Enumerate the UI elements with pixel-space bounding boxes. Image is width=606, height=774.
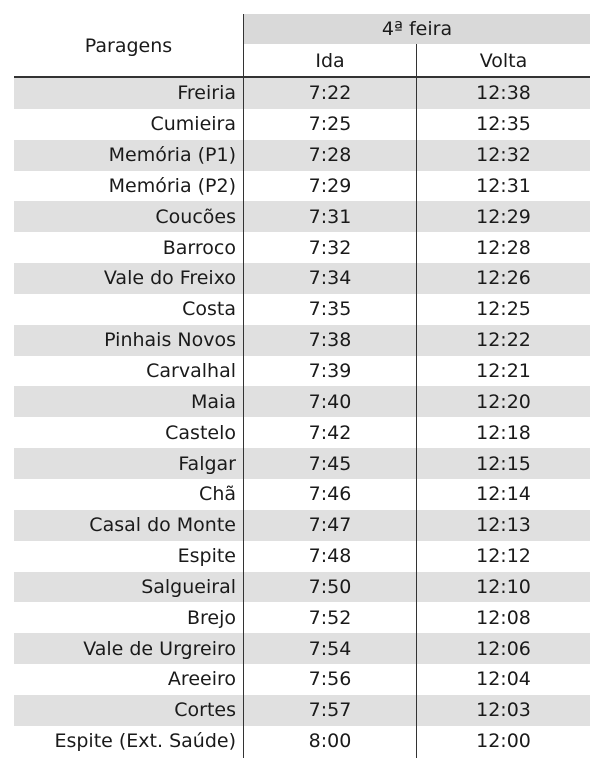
table-row: [14, 171, 590, 202]
header-day: 4ª feira: [244, 14, 590, 44]
return-time: 12:04: [476, 668, 531, 691]
table-row: [14, 386, 590, 417]
return-time: 12:14: [476, 483, 531, 506]
stop-name: Vale do Freixo: [103, 267, 236, 290]
outbound-time: 7:57: [308, 699, 352, 722]
return-time: 12:20: [476, 390, 531, 413]
table-body: [14, 78, 590, 757]
stop-name: Memória (P1): [108, 144, 236, 167]
stop-name: Maia: [191, 390, 236, 413]
outbound-time: 7:39: [308, 360, 352, 383]
return-time: 12:21: [476, 360, 531, 383]
return-time: 12:22: [476, 329, 531, 352]
return-time: 12:15: [476, 452, 531, 475]
table-row: [14, 572, 590, 603]
stop-name: Freiria: [177, 82, 236, 105]
stop-name: Brejo: [186, 606, 236, 629]
stop-name: Castelo: [165, 421, 236, 444]
outbound-time: 7:38: [308, 329, 352, 352]
outbound-time: 8:00: [308, 730, 352, 753]
table-row: [14, 633, 590, 664]
table-row: [14, 510, 590, 541]
table-row: [14, 201, 590, 232]
stop-name: Areeiro: [167, 668, 236, 691]
return-time: 12:26: [476, 267, 531, 290]
table-row: [14, 356, 590, 387]
return-time: 12:31: [476, 174, 531, 197]
table-header: [14, 14, 590, 78]
outbound-time: 7:22: [308, 82, 352, 105]
outbound-time: 7:34: [308, 267, 352, 290]
stop-name: Costa: [182, 298, 236, 321]
column-divider-stops: [243, 14, 244, 758]
table-row: [14, 417, 590, 448]
stop-name: Barroco: [162, 236, 236, 259]
table-row: [14, 695, 590, 726]
stop-name: Espite (Ext. Saúde): [54, 730, 236, 753]
outbound-time: 7:47: [308, 514, 352, 537]
table-row: [14, 726, 590, 757]
column-divider-times: [416, 44, 417, 758]
return-time: 12:08: [476, 606, 531, 629]
stop-name: Pinhais Novos: [104, 329, 236, 352]
outbound-time: 7:52: [308, 606, 352, 629]
return-time: 12:06: [476, 637, 531, 660]
outbound-time: 7:46: [308, 483, 352, 506]
table-row: [14, 263, 590, 294]
outbound-time: 7:56: [308, 668, 352, 691]
return-time: 12:03: [476, 699, 531, 722]
return-time: 12:12: [476, 545, 531, 568]
return-time: 12:00: [476, 730, 531, 753]
outbound-time: 7:40: [308, 390, 352, 413]
stop-name: Casal do Monte: [89, 514, 236, 537]
stop-name: Salgueiral: [141, 575, 236, 598]
table-row: [14, 140, 590, 171]
stop-name: Cumieira: [150, 113, 236, 136]
outbound-time: 7:45: [308, 452, 352, 475]
stop-name: Carvalhal: [146, 360, 236, 383]
outbound-time: 7:32: [308, 236, 352, 259]
outbound-time: 7:54: [308, 637, 352, 660]
stop-name: Chã: [199, 483, 236, 506]
return-time: 12:25: [476, 298, 531, 321]
outbound-time: 7:28: [308, 144, 352, 167]
outbound-time: 7:48: [308, 545, 352, 568]
table-row: [14, 448, 590, 479]
table-row: [14, 664, 590, 695]
outbound-time: 7:29: [308, 174, 352, 197]
stop-name: Cortes: [174, 699, 236, 722]
return-time: 12:29: [476, 205, 531, 228]
table-row: [14, 78, 590, 109]
header-divider: [14, 76, 590, 78]
table-row: [14, 294, 590, 325]
stop-name: Espite: [177, 545, 236, 568]
outbound-time: 7:50: [308, 575, 352, 598]
return-time: 12:28: [476, 236, 531, 259]
return-time: 12:13: [476, 514, 531, 537]
stop-name: Falgar: [178, 452, 236, 475]
table-row: [14, 232, 590, 263]
return-time: 12:32: [476, 144, 531, 167]
outbound-time: 7:42: [308, 421, 352, 444]
table-row: [14, 541, 590, 572]
stop-name: Coucões: [155, 205, 236, 228]
return-time: 12:18: [476, 421, 531, 444]
header-stops: Paragens: [84, 34, 173, 57]
header-return: Volta: [479, 50, 528, 72]
header-outbound: Ida: [315, 50, 345, 72]
table-row: [14, 325, 590, 356]
stop-name: Vale de Urgreiro: [83, 637, 236, 660]
stop-name: Memória (P2): [108, 174, 236, 197]
return-time: 12:35: [476, 113, 531, 136]
return-time: 12:38: [476, 82, 531, 105]
outbound-time: 7:31: [308, 205, 352, 228]
outbound-time: 7:25: [308, 113, 352, 136]
table-row: [14, 109, 590, 140]
table-row: [14, 602, 590, 633]
return-time: 12:10: [476, 575, 531, 598]
table-row: [14, 479, 590, 510]
outbound-time: 7:35: [308, 298, 352, 321]
